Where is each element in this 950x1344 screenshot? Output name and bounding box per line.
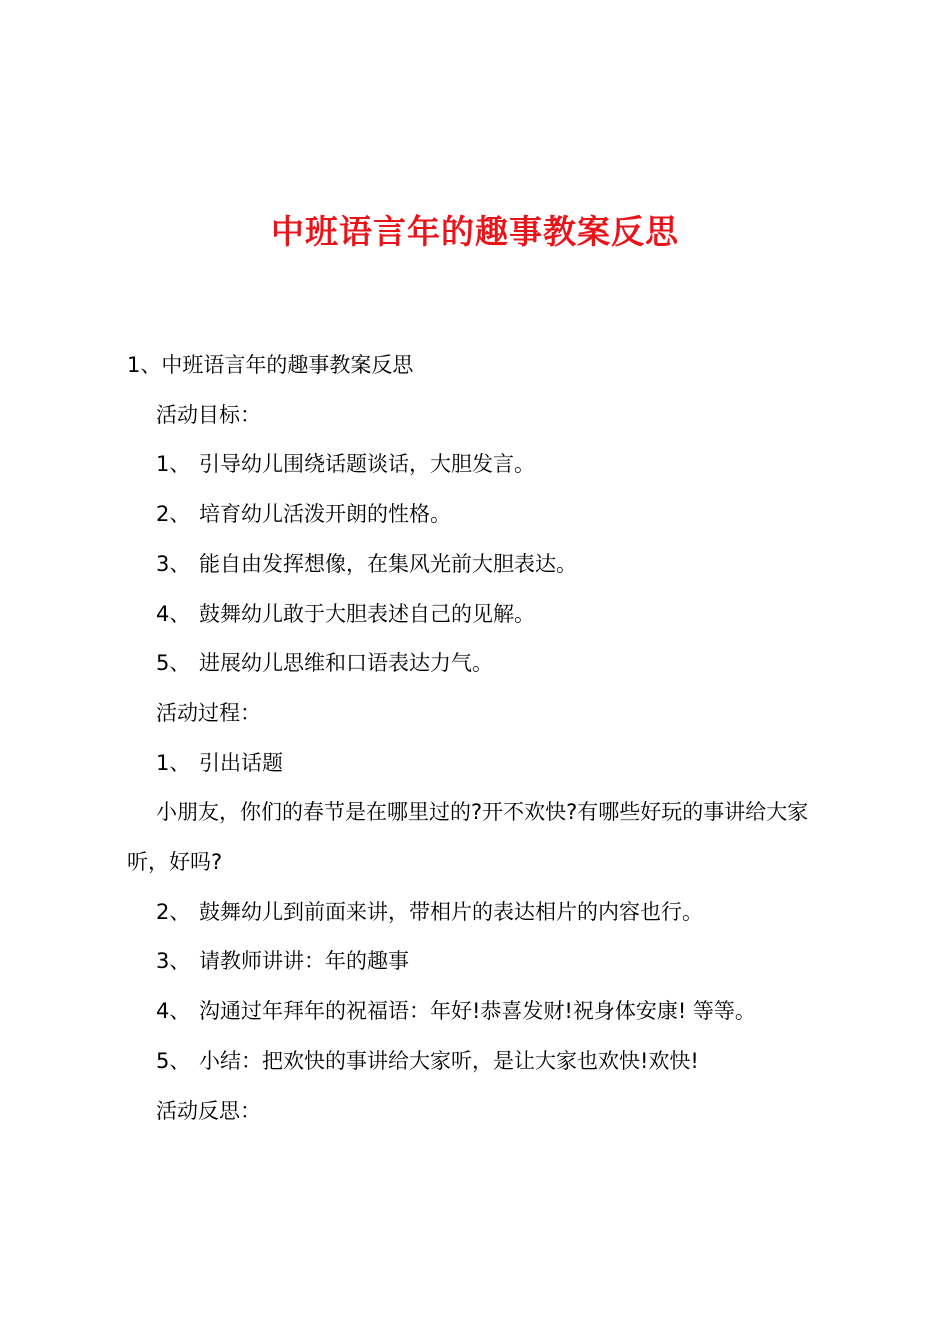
goal-item — [127, 590, 839, 640]
goal-text: 鼓舞幼儿敢于大胆表述自己的见解。 — [199, 601, 535, 626]
step-text: 请教师讲讲：年的趣事 — [199, 949, 409, 974]
step-number: 1、 — [156, 750, 191, 775]
goal-text: 能自由发挥想像，在集风光前大胆表达。 — [199, 551, 577, 576]
step-number: 5、 — [156, 1048, 191, 1073]
goal-number: 3、 — [156, 551, 191, 576]
step-text: 鼓舞幼儿到前面来讲，带相片的表达相片的内容也行。 — [199, 899, 703, 924]
process-step — [127, 739, 839, 789]
goal-text: 培育幼儿活泼开朗的性格。 — [199, 502, 451, 527]
goal-number: 4、 — [156, 601, 191, 626]
goal-number: 1、 — [156, 452, 191, 477]
section-heading: 1、中班语言年的趣事教案反思 — [127, 353, 414, 377]
step-text: 引出话题 — [199, 750, 283, 775]
step-number: 2、 — [156, 899, 191, 924]
process-step — [127, 937, 839, 987]
document-body — [127, 341, 839, 1136]
reflection-label: 活动反思： — [156, 1098, 261, 1123]
document-title: 中班语言年的趣事教案反思 — [271, 212, 679, 251]
goal-text: 引导幼儿围绕话题谈话，大胆发言。 — [199, 452, 535, 477]
step-text: 沟通过年拜年的祝福语：年好!恭喜发财!祝身体安康! 等等。 — [199, 999, 756, 1024]
goal-number: 2、 — [156, 502, 191, 527]
goal-item — [127, 540, 839, 590]
goal-item — [127, 490, 839, 540]
step-text: 小结：把欢快的事讲给大家听，是让大家也欢快!欢快! — [199, 1048, 699, 1073]
goals-label: 活动目标： — [156, 402, 261, 427]
step-number: 3、 — [156, 949, 191, 974]
goal-text: 进展幼儿思维和口语表达力气。 — [199, 651, 493, 676]
goal-item — [127, 440, 839, 490]
goal-item — [127, 639, 839, 689]
step-number: 4、 — [156, 999, 191, 1024]
process-paragraph: 小朋友，你们的春节是在哪里过的?开不欢快?有哪些好玩的事讲给大家听，好吗? — [127, 800, 809, 875]
process-step — [127, 987, 839, 1037]
goal-number: 5、 — [156, 651, 191, 676]
process-label: 活动过程： — [156, 700, 261, 725]
process-step — [127, 1037, 839, 1087]
process-step — [127, 888, 839, 938]
